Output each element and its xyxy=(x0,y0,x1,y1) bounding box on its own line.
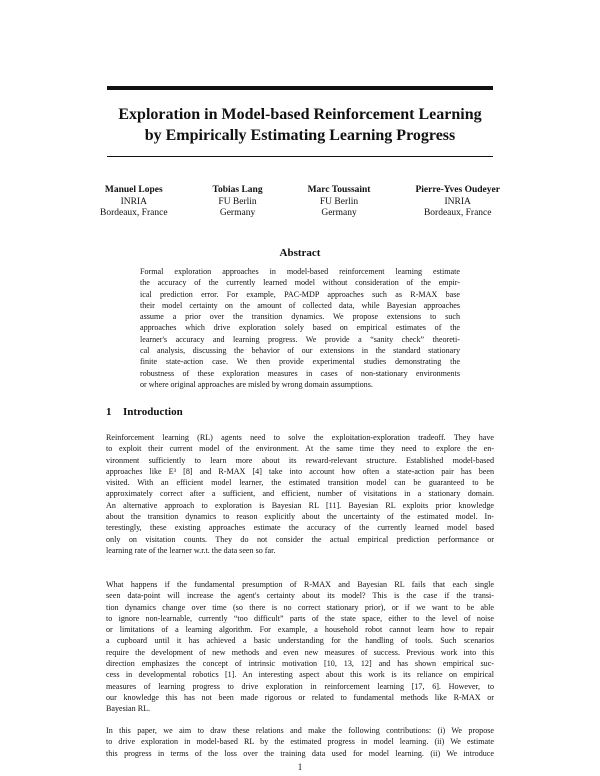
body-line: learning rate of the learner w.r.t. the data seen so far. xyxy=(106,545,276,555)
author-location: Bordeaux, France xyxy=(100,208,168,218)
abstract-line: assume a prior over the transition dynamics. We propose extensions to such xyxy=(140,312,460,322)
author-affiliation: FU Berlin xyxy=(319,196,359,207)
intro-paragraph-2 xyxy=(106,579,494,715)
author-list xyxy=(100,185,500,220)
abstract-line: robustness of these exploration measures in cases of non-stationary environments xyxy=(140,368,460,378)
abstract-line: cal analysis, discussing the behavior of our extensions in the standard stationary xyxy=(140,346,460,356)
body-line: only on visitation counts. They do not consider the actual empirical prediction performance or xyxy=(106,534,494,544)
abstract-line: approaches which drive exploration solely based on empirical estimates of the xyxy=(140,323,460,333)
body-line: approximately correct after a sufficient, and efficient, number of visitations in a stationary domain. xyxy=(106,489,494,499)
section-heading-introduction xyxy=(106,406,183,418)
body-line: vironment sufficiently to learn more about its reward-relevant structure. Established model-based xyxy=(106,455,494,465)
body-line: a cupboard until it has achieved a basic understanding for the handling of tools. Such scenarios xyxy=(106,636,494,646)
body-line: to drive exploration in model-based RL by the estimated progress in model learning. (ii) We estimate xyxy=(106,737,494,747)
author-name: Manuel Lopes xyxy=(104,185,163,195)
author-location: Germany xyxy=(321,208,357,218)
paper-title xyxy=(100,104,500,146)
author-block xyxy=(213,185,263,220)
author-name: Marc Toussaint xyxy=(307,185,371,195)
body-line: cess in developmental robotics [1]. An interesting aspect about this work is its reliance on empirical xyxy=(106,670,494,680)
author-block xyxy=(308,185,371,220)
title-bottom-rule xyxy=(107,156,493,157)
body-line: terestingly, these existing approaches estimate the accuracy of the currently learned model based xyxy=(106,523,494,533)
author-affiliation: INRIA xyxy=(444,196,471,207)
author-location: Bordeaux, France xyxy=(423,208,492,218)
body-line: about the transition dynamics to reason explicitly about the uncertainty of the estimated model. In- xyxy=(106,512,494,522)
body-line: this progress in terms of the loss over the training data used for model learning. (ii) We introduce xyxy=(106,748,494,758)
abstract-heading: Abstract xyxy=(279,247,321,259)
author-block xyxy=(100,185,168,220)
title-line-1: Exploration in Model-based Reinforcement Learning xyxy=(118,106,482,123)
intro-paragraph-1 xyxy=(106,432,494,556)
author-affiliation: INRIA xyxy=(120,196,147,207)
body-line: seen data-point will increase the agent's certainty about its model? This is the case if the transi- xyxy=(106,591,494,601)
body-line: to ignore non-learnable, currently “too difficult” parts of the state space, either to the level of noise xyxy=(106,613,494,623)
body-line: An alternative approach to exploration is Bayesian RL [11]. Bayesian RL exploits prior knowledge xyxy=(106,500,494,510)
abstract-line: ical prediction error. For example, PAC-MDP approaches such as R-MAX base xyxy=(140,289,460,299)
body-line: Reinforcement learning (RL) agents need to solve the exploitation-exploration tradeoff. They have xyxy=(106,433,494,442)
page-number: 1 xyxy=(297,762,303,772)
body-line: In this paper, we aim to draw these relations and make the following contributions: (i) We propose xyxy=(106,726,494,735)
body-line: to exploit their current model of the environment. At the same time they need to explore the en- xyxy=(106,444,494,454)
author-name: Pierre-Yves Oudeyer xyxy=(415,185,500,195)
author-block xyxy=(415,185,500,220)
title-top-rule xyxy=(107,86,493,90)
abstract-line: or where original approaches are misled by wrong domain assumptions. xyxy=(140,379,373,389)
abstract-line: learner's accuracy and learning progress. We provide a “sanity check” theoreti- xyxy=(140,334,460,344)
abstract-line: finite state-action case. We then provide experimental studies demonstrating the xyxy=(140,357,460,367)
body-line: direction emphasizes the concept of intrinsic motivation [10, 13, 12] and has shown empirical suc- xyxy=(106,659,494,669)
title-line-2: by Empirically Estimating Learning Progress xyxy=(144,127,456,144)
body-line: our knowledge this has not been made rigorous or related to fundamental methods like R-MAX or xyxy=(106,692,494,702)
abstract-line: the accuracy of the currently learned model without consideration of the empir- xyxy=(140,278,460,288)
body-line: What happens if the fundamental presumption of R-MAX and Bayesian RL fails that each single xyxy=(106,580,494,589)
body-line: tion dynamics change over time (so there is no correct stationary prior), or if we want to be able xyxy=(106,602,494,612)
body-line: require the development of new methods and even new measures of success. Previous work into this xyxy=(106,647,494,657)
body-line: approaches like E³ [8] and R-MAX [4] take into account how often a state-action pair has been xyxy=(106,466,494,476)
author-location: Germany xyxy=(219,208,256,218)
author-affiliation: FU Berlin xyxy=(218,196,257,207)
body-line: measures of learning progress to drive exploration in reinforcement learning [17, 6]. However, to xyxy=(106,681,494,691)
intro-paragraph-3 xyxy=(106,725,494,759)
body-line: or limitations of a learning algorithm. For example, a household robot cannot learn how to repair xyxy=(106,625,494,635)
section-number: 1 xyxy=(106,406,112,418)
abstract-line: Formal exploration approaches in model-based reinforcement learning estimate xyxy=(140,267,460,276)
section-title: Introduction xyxy=(123,406,183,418)
body-line: Bayesian RL. xyxy=(106,704,151,714)
author-name: Tobias Lang xyxy=(212,185,263,195)
abstract-text xyxy=(140,266,460,390)
abstract-line: their model certainty on the amount of collected data, while Bayesian approaches xyxy=(140,300,460,310)
body-line: visited. With an efficient model learner, the estimated transition model can be guaranteed to be xyxy=(106,478,494,488)
